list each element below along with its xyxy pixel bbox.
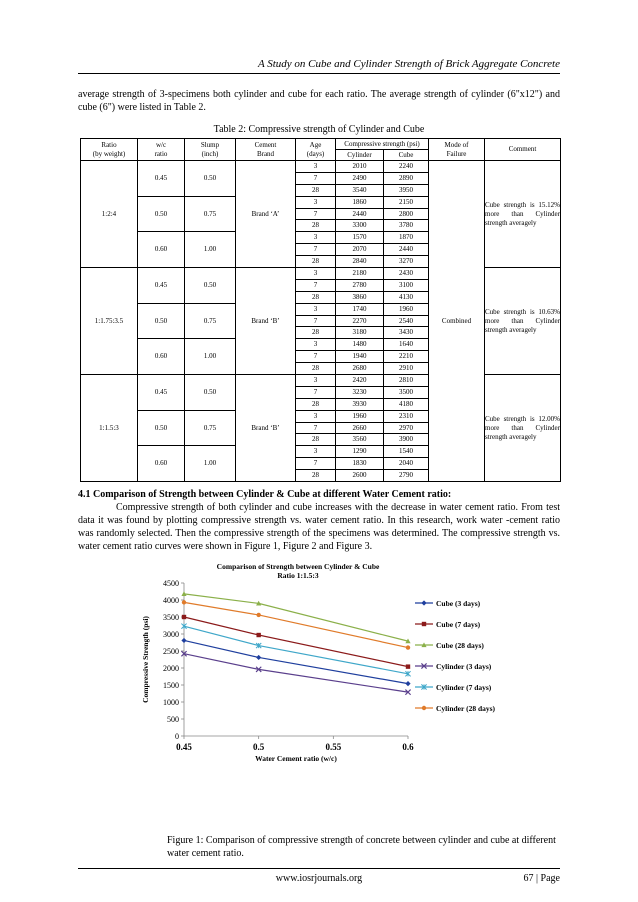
cell-cylinder: 1740 xyxy=(336,303,384,315)
cell-cylinder: 2660 xyxy=(336,422,384,434)
cell-cylinder: 1570 xyxy=(336,232,384,244)
data-point xyxy=(406,645,410,649)
cell-brand: Brand ‘B’ xyxy=(236,268,296,375)
cell-wc: 0.60 xyxy=(138,232,185,268)
cell-cube: 2430 xyxy=(384,268,429,280)
footer-site: www.iosrjournals.org xyxy=(275,873,363,884)
cell-brand: Brand ‘A’ xyxy=(236,161,296,268)
series-line xyxy=(184,594,408,641)
header-comment: Comment xyxy=(485,139,561,161)
legend-marker xyxy=(422,706,426,710)
cell-cube: 2910 xyxy=(384,363,429,375)
header-rule xyxy=(78,73,560,74)
cell-slump: 1.00 xyxy=(185,339,236,375)
footer-rule xyxy=(78,868,560,869)
series-line xyxy=(184,626,408,674)
table-row xyxy=(81,375,561,387)
cell-cylinder: 3560 xyxy=(336,434,384,446)
cell-age: 28 xyxy=(296,327,336,339)
cell-cube: 2040 xyxy=(384,458,429,470)
cell-slump: 1.00 xyxy=(185,232,236,268)
series-line xyxy=(184,640,408,683)
cell-cube: 2210 xyxy=(384,351,429,363)
cell-cube: 3430 xyxy=(384,327,429,339)
legend-entry: Cylinder (3 days) xyxy=(436,662,492,671)
cell-slump: 0.50 xyxy=(185,161,236,197)
cell-cylinder: 2440 xyxy=(336,208,384,220)
table-row xyxy=(81,161,561,173)
cell-slump: 0.75 xyxy=(185,410,236,446)
header-age: Age (days) xyxy=(296,139,336,161)
y-tick-label: 4500 xyxy=(163,579,179,588)
cell-cube: 2240 xyxy=(384,161,429,173)
cell-age: 7 xyxy=(296,422,336,434)
legend-entry: Cylinder (7 days) xyxy=(436,683,492,692)
cell-cube: 2800 xyxy=(384,208,429,220)
cell-wc: 0.45 xyxy=(138,161,185,197)
x-tick-label: 0.55 xyxy=(325,742,342,752)
cell-age: 7 xyxy=(296,458,336,470)
cell-age: 7 xyxy=(296,351,336,363)
y-tick-label: 3500 xyxy=(163,613,179,622)
cell-wc: 0.50 xyxy=(138,196,185,232)
y-tick-label: 500 xyxy=(167,715,179,724)
cell-age: 28 xyxy=(296,184,336,196)
cell-ratio: 1:1.75:3.5 xyxy=(81,268,138,375)
legend-marker xyxy=(421,600,426,605)
header-cylinder: Cylinder xyxy=(336,150,384,161)
data-point xyxy=(405,681,410,686)
data-point xyxy=(256,613,260,617)
cell-wc: 0.50 xyxy=(138,410,185,446)
cell-age: 7 xyxy=(296,172,336,184)
cell-cylinder: 3180 xyxy=(336,327,384,339)
legend-marker xyxy=(422,622,426,626)
cell-cylinder: 1940 xyxy=(336,351,384,363)
strength-table xyxy=(80,138,561,482)
cell-cylinder: 3860 xyxy=(336,291,384,303)
y-tick-label: 2000 xyxy=(163,664,179,673)
cell-cube: 4180 xyxy=(384,398,429,410)
cell-age: 28 xyxy=(296,398,336,410)
header-failure: Mode of Failure xyxy=(429,139,485,161)
cell-cylinder: 1960 xyxy=(336,410,384,422)
table-row xyxy=(81,268,561,280)
cell-age: 28 xyxy=(296,256,336,268)
x-tick-label: 0.5 xyxy=(253,742,265,752)
cell-ratio: 1:1.5:3 xyxy=(81,375,138,482)
cell-wc: 0.45 xyxy=(138,375,185,411)
cell-cylinder: 2270 xyxy=(336,315,384,327)
cell-ratio: 1:2:4 xyxy=(81,161,138,268)
x-tick-label: 0.6 xyxy=(402,742,414,752)
cell-age: 7 xyxy=(296,208,336,220)
table-caption: Table 2: Compressive strength of Cylinder and Cube xyxy=(213,124,425,135)
y-axis-label: Compressive Strength (psi) xyxy=(141,616,150,703)
cell-cube: 2440 xyxy=(384,244,429,256)
cell-slump: 0.50 xyxy=(185,268,236,304)
cell-cylinder: 1860 xyxy=(336,196,384,208)
cell-cube: 3100 xyxy=(384,279,429,291)
section-heading: 4.1 Comparison of Strength between Cylinder & Cube at different Water Cement ratio: xyxy=(78,489,452,500)
cell-age: 3 xyxy=(296,375,336,387)
series-line xyxy=(184,617,408,667)
data-point xyxy=(256,633,260,637)
cell-cylinder: 3930 xyxy=(336,398,384,410)
cell-cube: 2890 xyxy=(384,172,429,184)
cell-age: 28 xyxy=(296,434,336,446)
cell-cube: 1540 xyxy=(384,446,429,458)
cell-cylinder: 1830 xyxy=(336,458,384,470)
y-tick-label: 1000 xyxy=(163,698,179,707)
cell-wc: 0.60 xyxy=(138,446,185,482)
y-tick-label: 4000 xyxy=(163,596,179,605)
cell-age: 28 xyxy=(296,291,336,303)
header-ratio: Ratio (by weight) xyxy=(81,139,138,161)
footer-page-number: 67 | Page xyxy=(523,873,560,884)
cell-cube: 1640 xyxy=(384,339,429,351)
cell-cylinder: 2420 xyxy=(336,375,384,387)
y-tick-label: 1500 xyxy=(163,681,179,690)
cell-cylinder: 2180 xyxy=(336,268,384,280)
cell-slump: 0.75 xyxy=(185,303,236,339)
cell-age: 3 xyxy=(296,339,336,351)
cell-cube: 4130 xyxy=(384,291,429,303)
cell-cube: 1960 xyxy=(384,303,429,315)
header-strength: Compressive strength (psi) xyxy=(336,139,429,150)
cell-brand: Brand ‘B’ xyxy=(236,375,296,482)
legend-entry: Cube (7 days) xyxy=(436,620,481,629)
cell-cylinder: 3300 xyxy=(336,220,384,232)
legend-entry: Cube (28 days) xyxy=(436,641,484,650)
cell-age: 3 xyxy=(296,232,336,244)
cell-cylinder: 3540 xyxy=(336,184,384,196)
cell-age: 3 xyxy=(296,410,336,422)
cell-cube: 2150 xyxy=(384,196,429,208)
data-point xyxy=(406,664,410,668)
cell-age: 28 xyxy=(296,363,336,375)
cell-cube: 3900 xyxy=(384,434,429,446)
x-axis-label: Water Cement ratio (w/c) xyxy=(255,754,337,763)
cell-age: 3 xyxy=(296,303,336,315)
cell-cube: 1870 xyxy=(384,232,429,244)
strength-chart xyxy=(132,558,508,826)
cell-cube: 2540 xyxy=(384,315,429,327)
cell-cylinder: 1480 xyxy=(336,339,384,351)
cell-wc: 0.60 xyxy=(138,339,185,375)
comment-text: Cube strength is 10.63% more than Cylinder strength averagely xyxy=(485,307,560,334)
cell-cube: 2790 xyxy=(384,470,429,482)
cell-slump: 0.75 xyxy=(185,196,236,232)
cell-age: 3 xyxy=(296,196,336,208)
cell-age: 3 xyxy=(296,446,336,458)
legend-entry: Cube (3 days) xyxy=(436,599,481,608)
cell-cylinder: 2490 xyxy=(336,172,384,184)
cell-cylinder: 2070 xyxy=(336,244,384,256)
cell-wc: 0.45 xyxy=(138,268,185,304)
cell-cube: 2970 xyxy=(384,422,429,434)
y-tick-label: 3000 xyxy=(163,630,179,639)
cell-cylinder: 2780 xyxy=(336,279,384,291)
running-header: A Study on Cube and Cylinder Strength of Brick Aggregate Concrete xyxy=(257,58,560,70)
cell-age: 28 xyxy=(296,470,336,482)
cell-wc: 0.50 xyxy=(138,303,185,339)
cell-cube: 3950 xyxy=(384,184,429,196)
legend-entry: Cylinder (28 days) xyxy=(436,704,496,713)
data-point xyxy=(256,655,261,660)
cell-age: 28 xyxy=(296,220,336,232)
comment-text: Cube strength is 15.12% more than Cylinder strength averagely xyxy=(485,200,560,227)
cell-comment xyxy=(485,268,561,375)
cell-comment xyxy=(485,375,561,482)
cell-cylinder: 2600 xyxy=(336,470,384,482)
section-paragraph: Compressive strength of both cylinder and cube increases with the decrease in water cement ratio. From test data it was found by plotting compressive strength vs. water cement ratio. In this research, work water -cement ratio was randomly selected. Then the compressive strength of the specimens was determined. The compressive strength vs. water cement ratio curves were shown in Figure 1, Figure 2 and Figure 3. xyxy=(78,502,560,552)
cell-cube: 3500 xyxy=(384,386,429,398)
y-tick-label: 2500 xyxy=(163,647,179,656)
header-wc: w/c ratio xyxy=(138,139,185,161)
cell-age: 3 xyxy=(296,268,336,280)
cell-cylinder: 3230 xyxy=(336,386,384,398)
cell-slump: 0.50 xyxy=(185,375,236,411)
cell-age: 7 xyxy=(296,279,336,291)
data-point xyxy=(181,638,186,643)
cell-cylinder: 2680 xyxy=(336,363,384,375)
data-point xyxy=(182,615,186,619)
cell-age: 7 xyxy=(296,386,336,398)
cell-failure-mode: Combined xyxy=(429,161,485,482)
header-cube: Cube xyxy=(384,150,429,161)
intro-paragraph: average strength of 3-specimens both cylinder and cube for each ratio. The average strength of cylinder (6"x12") and cube (6") were listed in Table 2. xyxy=(78,89,560,113)
figure-caption: Figure 1: Comparison of compressive strength of concrete between cylinder and cube at different water cement ratio. xyxy=(167,835,556,859)
data-point xyxy=(182,600,186,604)
cell-cube: 3270 xyxy=(384,256,429,268)
comment-text: Cube strength is 12.00% more than Cylinder strength averagely xyxy=(485,414,560,441)
cell-cylinder: 2010 xyxy=(336,161,384,173)
chart-title: Comparison of Strength between Cylinder & Cube xyxy=(216,562,380,571)
cell-cylinder: 2840 xyxy=(336,256,384,268)
cell-age: 7 xyxy=(296,244,336,256)
cell-cube: 2310 xyxy=(384,410,429,422)
chart-title-line2: Ratio 1:1.5:3 xyxy=(277,571,319,580)
cell-cylinder: 1290 xyxy=(336,446,384,458)
header-cement: Cement Brand xyxy=(236,139,296,161)
cell-comment xyxy=(485,161,561,268)
x-tick-label: 0.45 xyxy=(176,742,192,752)
cell-cube: 2810 xyxy=(384,375,429,387)
y-tick-label: 0 xyxy=(175,732,179,741)
cell-slump: 1.00 xyxy=(185,446,236,482)
cell-cube: 3780 xyxy=(384,220,429,232)
cell-age: 3 xyxy=(296,161,336,173)
cell-age: 7 xyxy=(296,315,336,327)
header-slump: Slump (inch) xyxy=(185,139,236,161)
